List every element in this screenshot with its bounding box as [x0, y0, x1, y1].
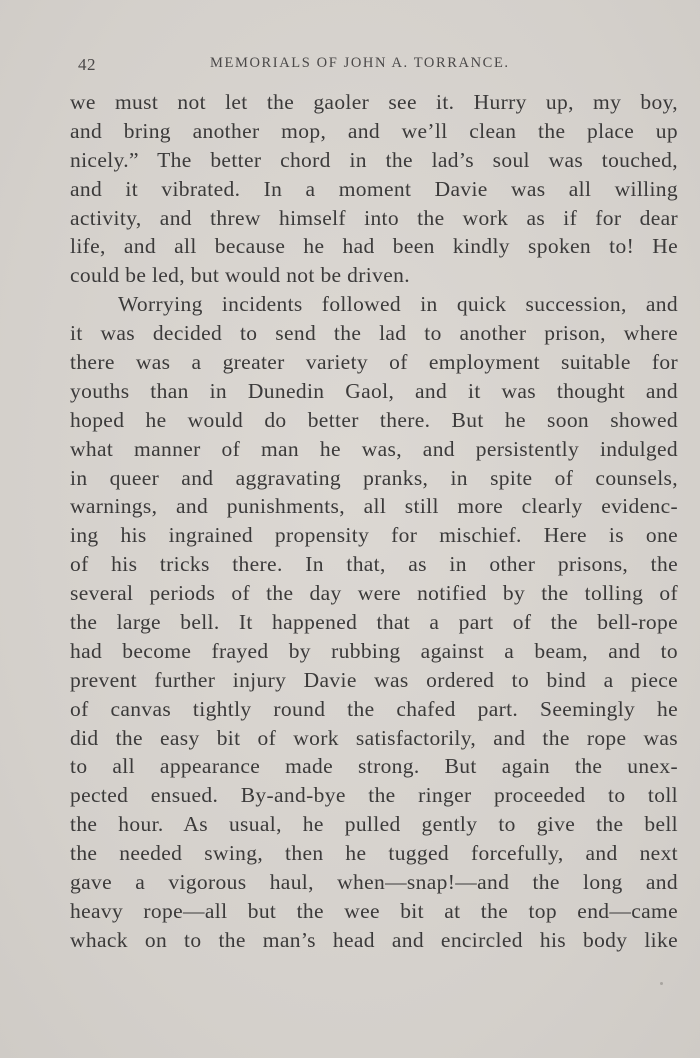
text-line: heavy rope—all but the wee bit at the top end—came	[70, 898, 678, 923]
text-line: could be led, but would not be driven.	[70, 263, 410, 288]
text-line: it was decided to send the lad to another prison, where	[70, 321, 678, 346]
text-line: there was a greater variety of employment suitable for	[70, 350, 678, 375]
text-line: had become frayed by rubbing against a beam, and to	[70, 638, 678, 663]
text-line: activity, and threw himself into the work as if for dear	[70, 205, 678, 230]
text-line: ing his ingrained propensity for mischief. Here is one	[70, 523, 678, 548]
text-line: nicely.” The better chord in the lad’s soul was touched,	[70, 147, 678, 172]
text-line: in queer and aggravating pranks, in spite of counsels,	[70, 465, 678, 490]
text-line: and bring another mop, and we’ll clean the place up	[70, 118, 678, 143]
page-number: 42	[78, 55, 96, 74]
text-line: pected ensued. By-and-bye the ringer proceeded to toll	[70, 783, 678, 808]
text-line: youths than in Dunedin Gaol, and it was thought and	[70, 378, 678, 403]
text-line: life, and all because he had been kindly spoken to! He	[70, 234, 678, 259]
text-line: we must not let the gaoler see it. Hurry up, my boy,	[70, 90, 678, 114]
text-line: did the easy bit of work satisfactorily, and the rope was	[70, 725, 678, 750]
text-line: the large bell. It happened that a part of the bell-rope	[70, 610, 678, 635]
text-line: several periods of the day were notified by the tolling of	[70, 581, 678, 606]
text-line: and it vibrated. In a moment Davie was all willing	[70, 176, 678, 201]
text-line: of canvas tightly round the chafed part. Seemingly he	[70, 696, 678, 721]
text-line: what manner of man he was, and persistently indulged	[70, 436, 678, 461]
text-line: gave a vigorous haul, when—snap!—and the long and	[70, 870, 678, 895]
text-line: to all appearance made strong. But again the unex-	[70, 754, 678, 779]
paper-speck	[660, 982, 663, 985]
running-title: MEMORIALS OF JOHN A. TORRANCE.	[210, 55, 510, 71]
text-line: the hour. As usual, he pulled gently to give the bell	[70, 812, 678, 837]
body-text	[70, 88, 678, 955]
text-line: the needed swing, then he tugged forcefully, and next	[70, 841, 678, 866]
text-line: Worrying incidents followed in quick succession, and	[118, 292, 678, 317]
text-line: warnings, and punishments, all still more clearly evidenc-	[70, 494, 678, 519]
text-line: prevent further injury Davie was ordered to bind a piece	[70, 667, 678, 692]
text-line: hoped he would do better there. But he soon showed	[70, 407, 678, 432]
text-line: of his tricks there. In that, as in other prisons, the	[70, 552, 678, 577]
text-line: whack on to the man’s head and encircled his body like	[70, 927, 678, 952]
